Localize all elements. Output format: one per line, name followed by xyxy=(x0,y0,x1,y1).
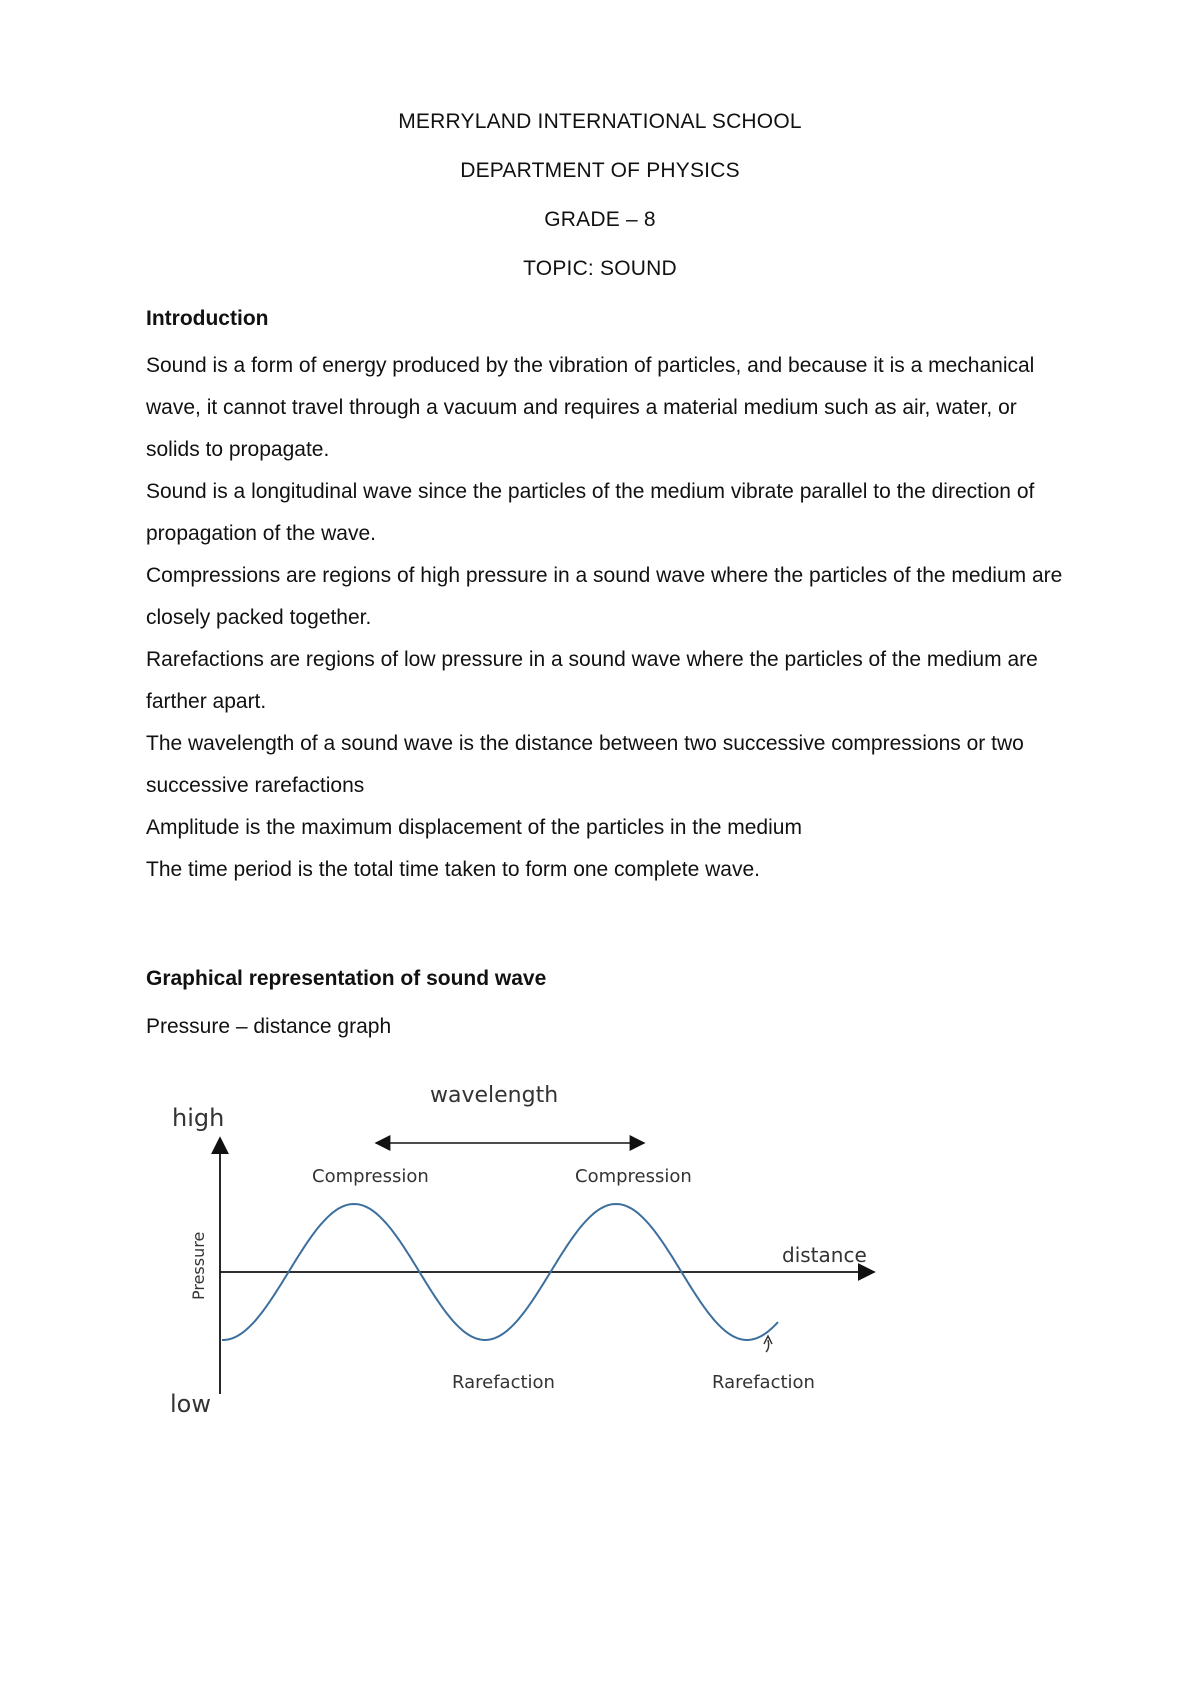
intro-paragraph: Amplitude is the maximum displacement of the particles in the medium xyxy=(146,816,802,839)
distance-axis-label: distance xyxy=(782,1243,867,1267)
wavelength-label: wavelength xyxy=(430,1083,559,1108)
rarefaction-label: Rarefaction xyxy=(712,1372,815,1393)
rarefaction-pointer-icon xyxy=(766,1340,769,1352)
department-name: DEPARTMENT OF PHYSICS xyxy=(460,159,740,182)
intro-paragraph: The time period is the total time taken to form one complete wave. xyxy=(146,858,760,881)
grade-label: GRADE – 8 xyxy=(544,208,656,231)
graph-subheading: Pressure – distance graph xyxy=(146,1015,392,1038)
low-label: low xyxy=(170,1390,211,1418)
pressure-axis-label: Pressure xyxy=(189,1231,208,1300)
school-name: MERRYLAND INTERNATIONAL SCHOOL xyxy=(398,110,802,133)
intro-paragraph: Sound is a longitudinal wave since the particles of the medium vibrate parallel to the direction of propagation of the wave. xyxy=(146,480,1035,545)
introduction-heading: Introduction xyxy=(146,307,269,330)
intro-paragraph: The wavelength of a sound wave is the distance between two successive compressions or two successive rarefactions xyxy=(146,732,1024,797)
high-label: high xyxy=(172,1104,225,1132)
pressure-distance-figure xyxy=(166,1082,886,1442)
compression-label: Compression xyxy=(575,1166,692,1187)
rarefaction-label: Rarefaction xyxy=(452,1372,555,1393)
topic-label: TOPIC: SOUND xyxy=(523,257,677,280)
compression-label: Compression xyxy=(312,1166,429,1187)
pressure-distance-graph xyxy=(166,1082,886,1442)
introduction-body xyxy=(146,345,1076,891)
intro-paragraph: Rarefactions are regions of low pressure in a sound wave where the particles of the medium are farther apart. xyxy=(146,648,1038,713)
graph-section-heading: Graphical representation of sound wave xyxy=(146,967,547,990)
intro-paragraph: Sound is a form of energy produced by the vibration of particles, and because it is a mechanical wave, it cannot travel through a vacuum and requires a material medium such as air, water, or solids to propagate. xyxy=(146,354,1035,461)
intro-paragraph: Compressions are regions of high pressure in a sound wave where the particles of the medium are closely packed together. xyxy=(146,564,1063,629)
